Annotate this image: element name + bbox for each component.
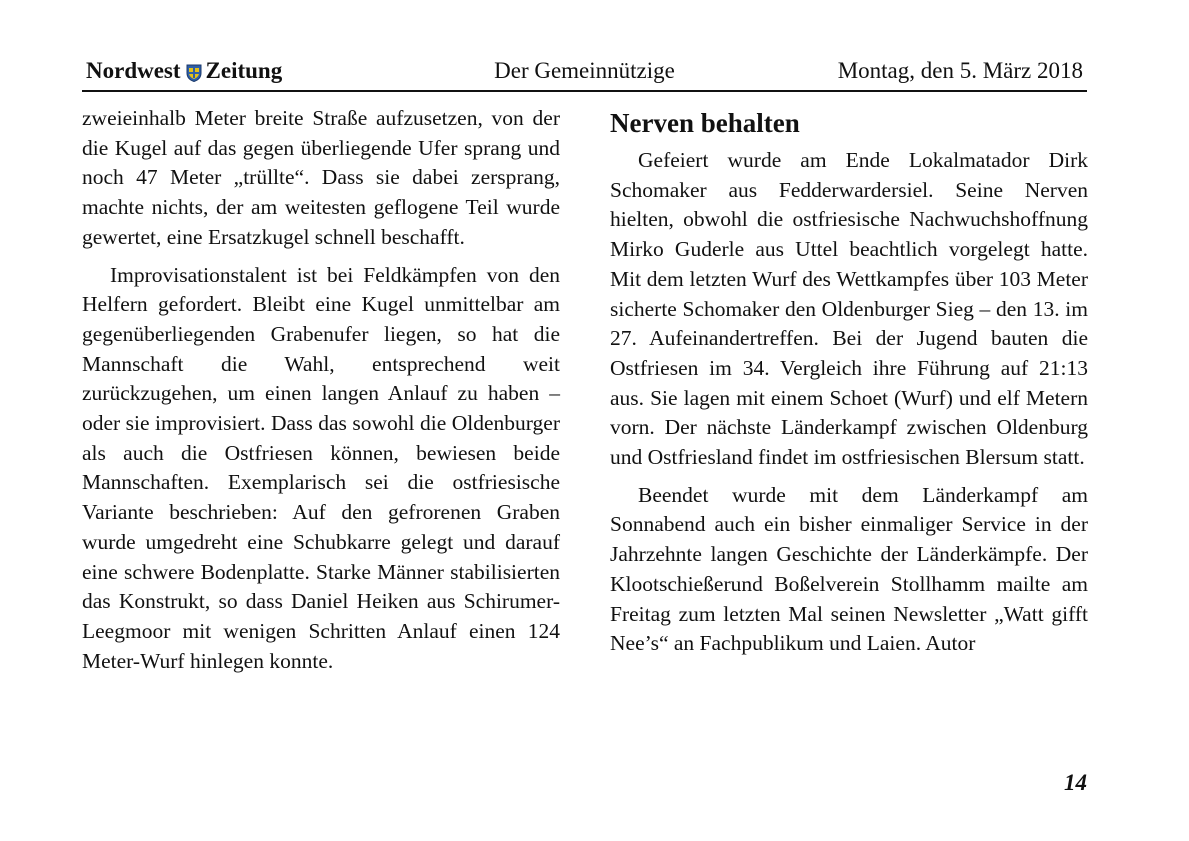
section-heading: Nerven behalten xyxy=(610,108,800,138)
body-paragraph: Improvisationstalent ist bei Feldkämpfen von den Helfern gefordert. Bleibt eine Kugel unmittelbar am gegenüberliegenden Grabenufer liegen, so hat die Mannschaft die Wahl, entsprechend weit zurückzugehen, um einen langen Anlauf zu haben – oder sie improvisiert. Dass das sowohl die Oldenburger als auch die Ostfriesen können, bewiesen beide Mannschaften. Exemplarisch sei die ostfriesische Variante beschrieben: Auf den gefrorenen Graben wurde umgedreht eine Schubkarre gelegt und darauf eine schwere Bodenplatte. Starke Männer stabilisierten das Konstrukt, so dass Daniel Heiken aus Schirumer-Leegmoor mit wenigen Schritten Anlauf einen 124 Meter-Wurf hinlegen konnte. xyxy=(82,262,560,673)
page-number: 14 xyxy=(1064,770,1087,795)
body-paragraph: zweieinhalb Meter breite Straße aufzusetzen, von der die Kugel auf das gegen überliegende Ufer sprang und noch 47 Meter „trüllte“. Dass sie dabei zersprang, machte nichts, der am weitesten geflogene Teil wurde gewertet, eine Ersatzkugel schnell beschafft. xyxy=(82,106,560,249)
issue-date: Montag, den 5. März 2018 xyxy=(837,58,1083,83)
body-paragraph: Gefeiert wurde am Ende Lokalmatador Dirk Schomaker aus Fedderwardersiel. Seine Nerven hielten, obwohl die ostfriesische Nachwuchshoffnung Mirko Guderle aus Uttel beachtlich vorgelegt hatte. Mit dem letzten Wurf des Wettkampfes über 103 Meter sicherte Schomaker den Oldenburger Sieg – den 13. im 27. Aufeinandertreffen. Bei der Jugend bauten die Ostfriesen im 34. Vergleich ihre Führung auf 21:13 aus. Sie lagen mit einem Schoet (Wurf) und elf Metern vorn. Der nächste Länderkampf zwischen Oldenburg und Ostfriesland findet im ostfriesischen Blersum statt. xyxy=(610,148,1088,470)
masthead-right-word: Zeitung xyxy=(205,58,283,83)
publication-title: Der Gemeinnützige xyxy=(494,58,675,83)
body-paragraph: Beendet wurde mit dem Länderkampf am Sonnabend auch ein bisher einmaliger Service in der Jahrzehnte langen Geschichte der Länderkämpfe. Der Klootschießerund Boßelverein Stollhamm mailte am Freitag zum letzten Mal seinen Newsletter „Watt gifft Nee’s“ an Fachpublikum und Laien. Autor xyxy=(610,482,1088,656)
masthead-left-word: Nordwest xyxy=(86,58,181,83)
right-column xyxy=(610,104,1088,667)
left-column xyxy=(82,104,560,684)
page-header xyxy=(82,56,1087,92)
